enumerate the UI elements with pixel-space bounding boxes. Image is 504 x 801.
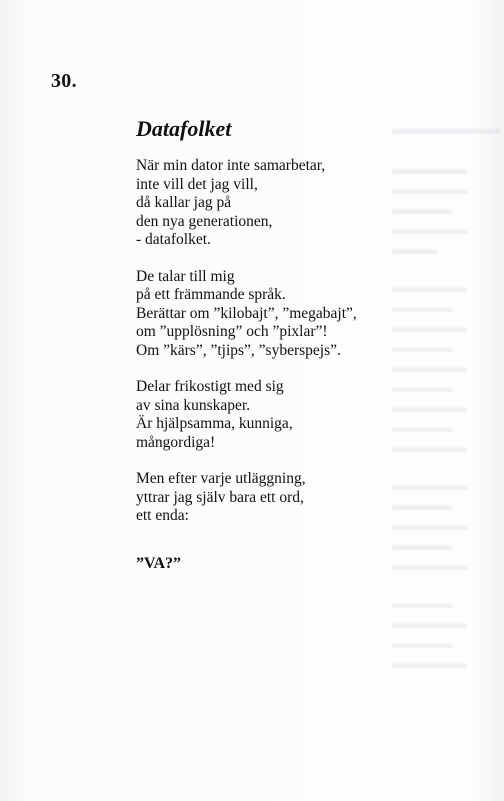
poem-line: När min dator inte samarbetar, xyxy=(136,157,326,174)
poem-line: Men efter varje utläggning, xyxy=(136,470,306,487)
stanza xyxy=(136,378,396,452)
poem-line: på ett främmande språk. xyxy=(136,286,286,303)
poem-line: mångordiga! xyxy=(136,433,216,451)
poem-line: av sina kunskaper. xyxy=(136,396,251,414)
poem-line: - datafolket. xyxy=(136,231,211,248)
poem-line: den nya generationen, xyxy=(136,212,273,230)
poem-line: om ”upplösning” och ”pixlar”! xyxy=(136,323,328,340)
page-number: 30. xyxy=(51,70,77,92)
poem-line: Berättar om ”kilobajt”, ”megabajt”, xyxy=(136,304,357,322)
poem-line: Om ”kärs”, ”tjips”, ”syberspejs”. xyxy=(136,341,341,359)
poem-line: Är hjälpsamma, kunniga, xyxy=(136,415,293,432)
poem-line: yttrar jag själv bara ett ord, xyxy=(136,488,304,506)
poem-line: Delar frikostigt med sig xyxy=(136,378,284,395)
poem-ending: ”VA?” xyxy=(136,555,182,572)
reverse-page-bleed-through: ▬▬▬▬▬▬ ▬▬▬▬▬ ▬▬▬▬▬ ▬▬▬▬ ▬▬▬▬▬ ▬▬▬ ▬▬▬▬▬ ▬▬▬▬ ▬▬▬▬▬ ▬▬▬▬ ▬▬▬▬▬ ▬▬▬▬ ▬▬▬▬▬ ▬▬▬▬ ▬▬▬▬▬ ▬▬▬▬▬ ▬▬▬▬ ▬▬▬▬▬ ▬▬▬▬ ▬▬▬▬▬ ▬▬▬▬ ▬▬▬▬▬ ▬▬▬▬ ▬▬▬▬▬ xyxy=(392,118,500,672)
stanza xyxy=(136,268,396,361)
poem-line: ett enda: xyxy=(136,507,189,524)
stanza xyxy=(136,157,396,250)
poem-line: då kallar jag på xyxy=(136,194,232,211)
poem-line: De talar till mig xyxy=(136,267,235,285)
poem-title: Datafolket xyxy=(136,116,232,141)
poem-body xyxy=(136,157,396,544)
poem-line: inte vill det jag vill, xyxy=(136,175,258,193)
stanza xyxy=(136,470,396,526)
